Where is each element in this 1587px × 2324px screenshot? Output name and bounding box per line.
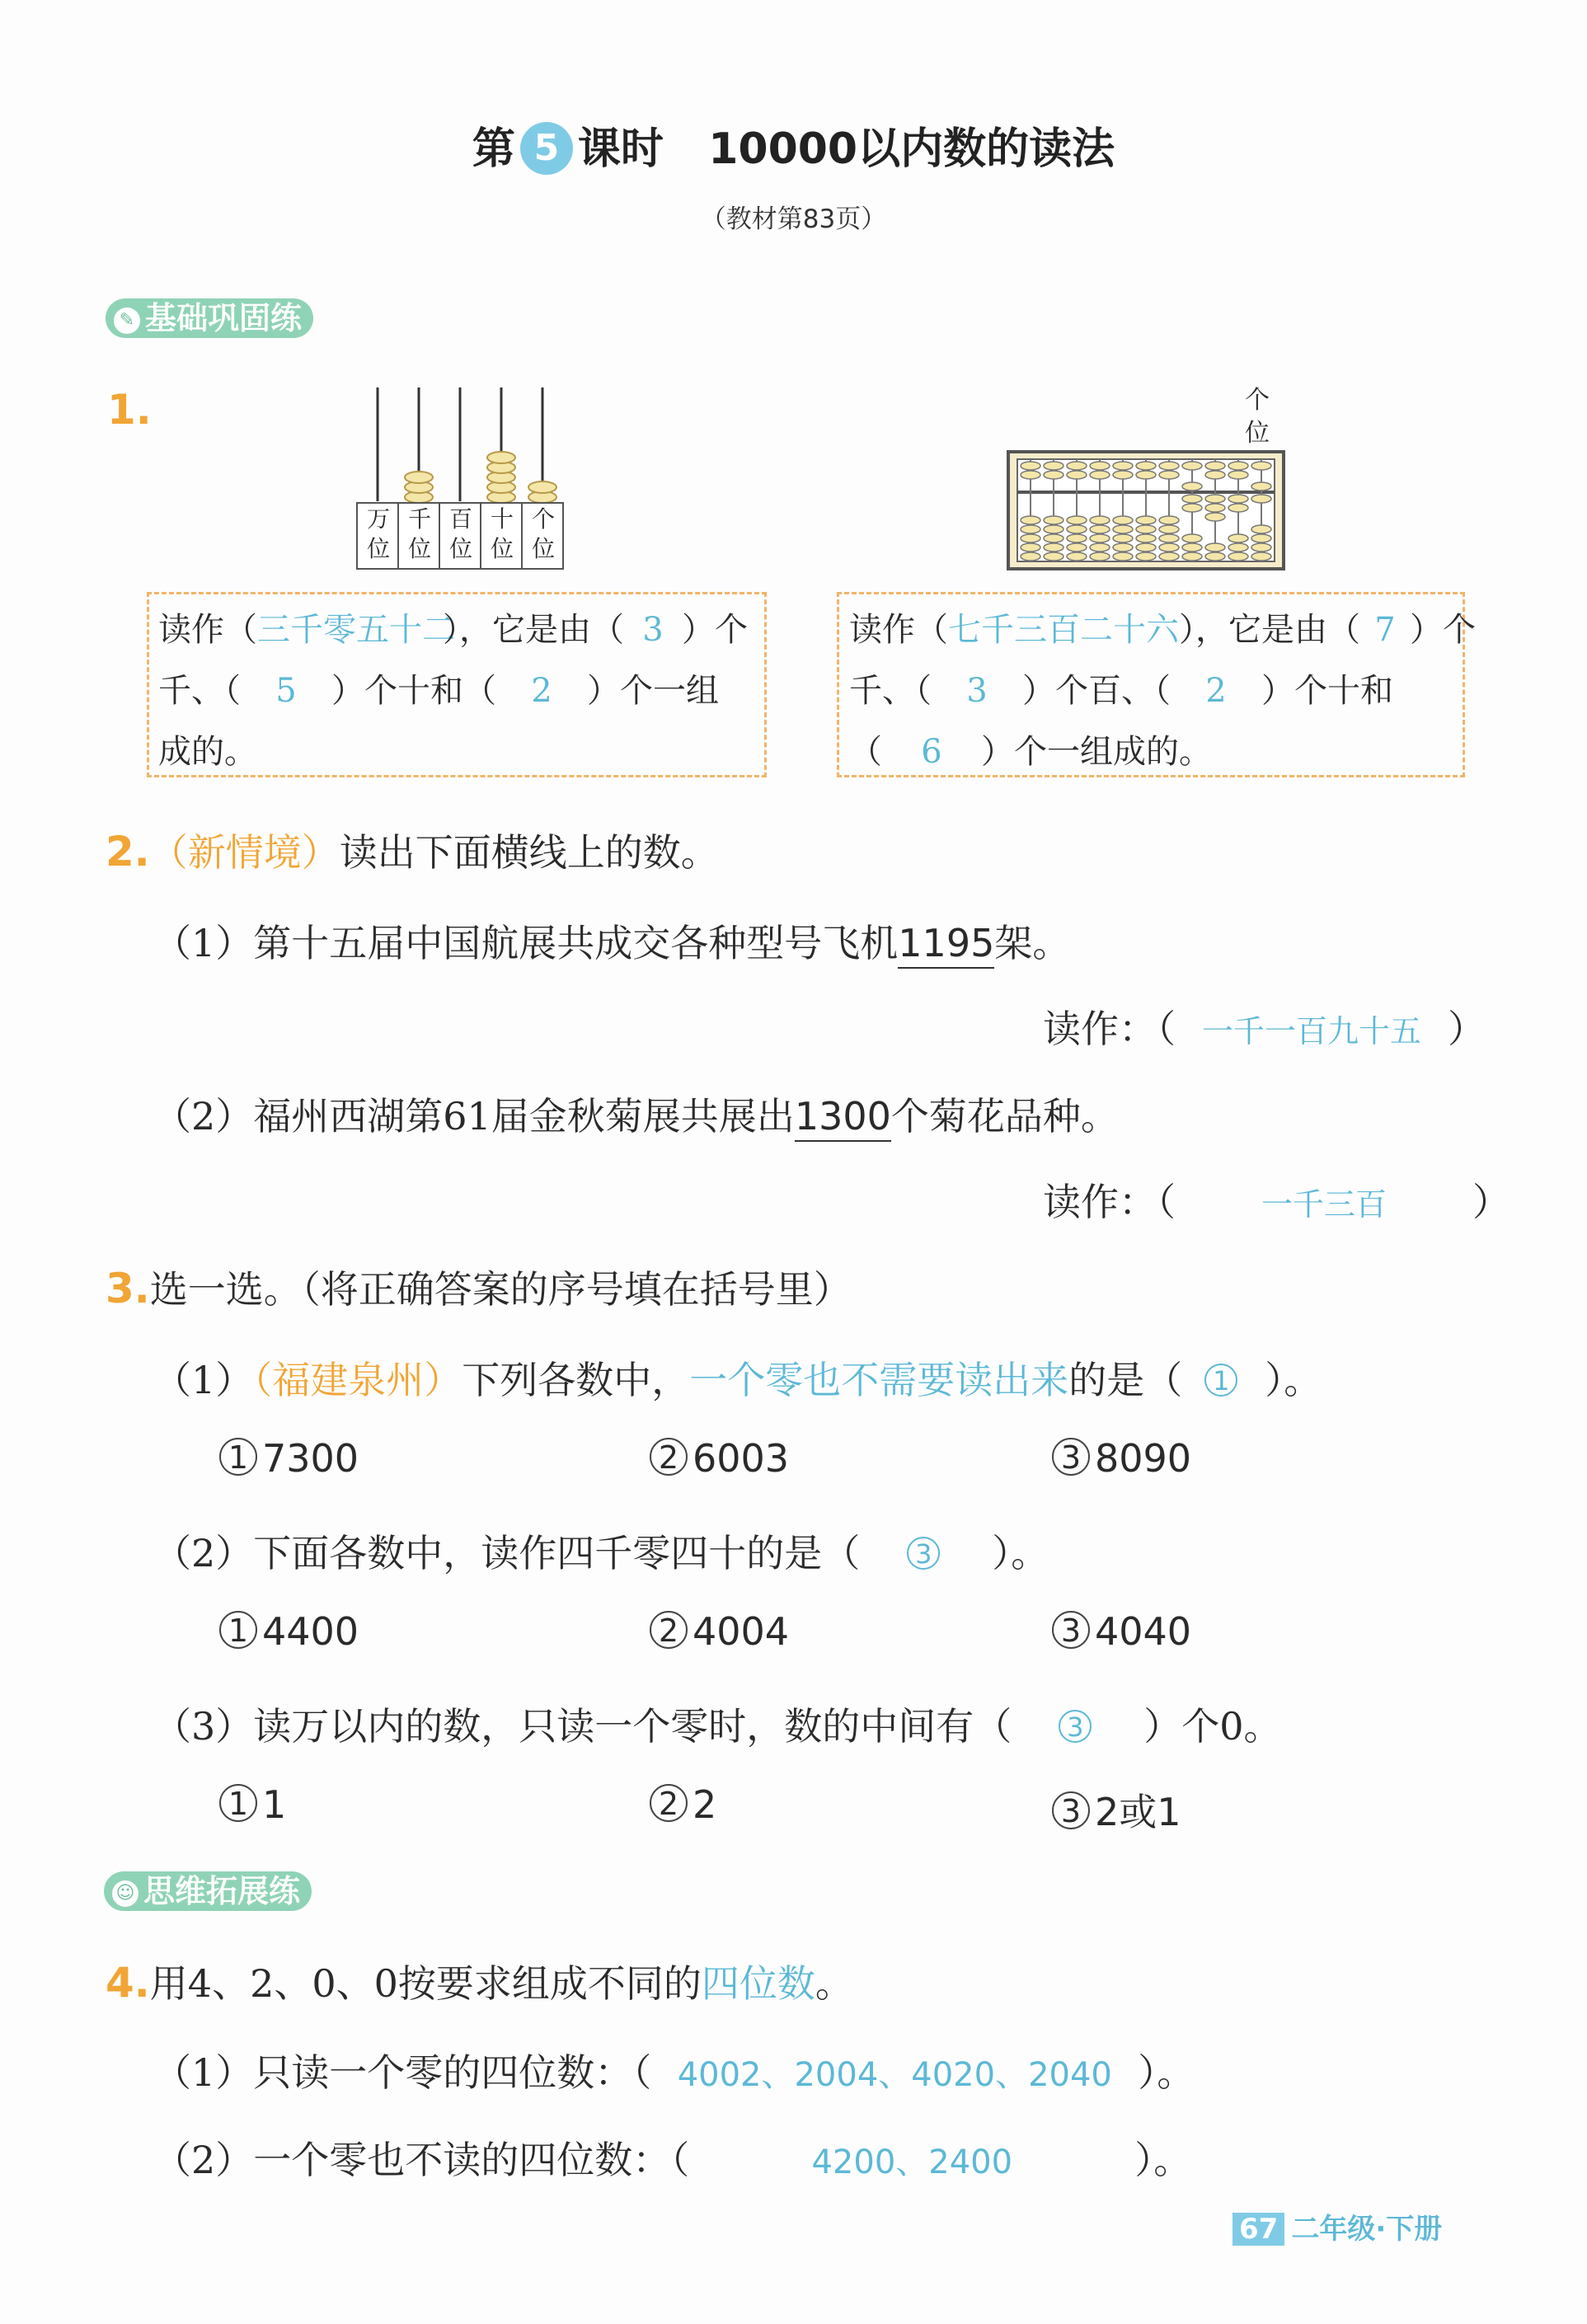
suanpan-upper-bead (1251, 482, 1271, 491)
suanpan-lower-bead (1159, 552, 1179, 561)
option-value: 1 (262, 1782, 287, 1827)
q3-sub3-option-2 (650, 1782, 716, 1827)
q3-sub1-text2: 的是（ (1068, 1358, 1183, 1402)
q2-part2-text: （2）福州西湖第61届金秋菊展共展出 (153, 1094, 795, 1139)
suanpan-place-label: 个位 (1245, 386, 1270, 448)
suanpan-lower-bead (1182, 504, 1202, 512)
suanpan-lower-bead (1182, 543, 1202, 552)
q3-sub3-text: （3）读万以内的数，只读一个零时，数的中间有（ (153, 1704, 1012, 1749)
answer-reading: 三千零五十二 (257, 611, 455, 649)
q3-sub1-option-2 (650, 1436, 789, 1481)
page-number: 67 (1233, 2213, 1284, 2246)
answer-thousands: 7 (1374, 611, 1396, 649)
suanpan-upper-bead (1182, 462, 1202, 470)
q3-sub2-option-3 (1052, 1609, 1191, 1654)
page-title (0, 114, 1587, 176)
q2-part2-suffix: 个菊花品种。 (890, 1094, 1119, 1139)
q2-part2-reading (1043, 1172, 1510, 1227)
box1-line2c: ）个一组 (587, 672, 719, 710)
suanpan-lower-bead (1113, 534, 1133, 542)
box2-line3b: ）个一组成的。 (981, 733, 1212, 771)
q2-part1 (153, 913, 1070, 968)
suanpan-lower-bead (1021, 516, 1040, 524)
q4-number: 4. (106, 1959, 150, 2007)
q4-highlight: 四位数 (701, 1961, 815, 2006)
answer-choice: 1 (1204, 1364, 1237, 1397)
section-tag-extend (104, 1871, 312, 1911)
suanpan-abacus-figure (1006, 449, 1286, 571)
q2-part1-reading (1043, 999, 1486, 1054)
suanpan-lower-bead (1228, 543, 1248, 552)
place-label-shi: 十位 (490, 505, 514, 562)
suanpan-lower-bead (1044, 552, 1063, 561)
place-label-qian: 千位 (407, 505, 431, 562)
read-prefix: 读作（ (849, 611, 948, 649)
q1-box1-line1 (158, 603, 748, 650)
box2-line2b: ）个百、（ (1022, 672, 1171, 710)
suanpan-upper-bead (1021, 462, 1040, 470)
suanpan-lower-bead (1205, 552, 1225, 561)
q1-box2-line1 (849, 603, 1476, 650)
q4-part1 (153, 2043, 1195, 2097)
q3-sub1-highlight: 一个零也不需要读出来 (689, 1358, 1069, 1402)
option-circle: 2 (650, 1611, 688, 1649)
q2-text: 读出下面横线上的数。 (339, 830, 719, 875)
q2-part1-suffix: 架。 (994, 921, 1071, 965)
suanpan-lower-bead (1113, 552, 1133, 561)
suanpan-upper-bead (1113, 462, 1133, 470)
q2-number: 2. (106, 828, 150, 876)
box2-line2a: 千、（ (849, 672, 932, 710)
q3-sub1-option-3 (1052, 1436, 1191, 1481)
option-circle: 3 (1052, 1438, 1090, 1476)
title-prefix: 第 (472, 124, 515, 174)
suanpan-lower-bead (1067, 534, 1087, 542)
suanpan-lower-bead (1090, 543, 1110, 552)
title-mid: 课时 (577, 124, 664, 174)
page-footer (1233, 2206, 1442, 2247)
suanpan-lower-bead (1044, 516, 1063, 524)
page-subtitle: （教材第83页） (700, 204, 887, 234)
q2-prompt (106, 823, 719, 877)
box1-line2b: ）个十和（ (331, 672, 496, 710)
suanpan-lower-bead (1251, 495, 1271, 503)
suanpan-lower-bead (1182, 534, 1202, 542)
q4-part1-suffix: ）。 (1138, 2050, 1195, 2095)
suanpan-upper-bead (1021, 471, 1040, 479)
pencil-icon: ✎ (114, 308, 140, 334)
q3-sub1-suffix: ）。 (1265, 1358, 1322, 1402)
suanpan-lower-bead (1090, 525, 1110, 533)
q2-tag: （新情境） (149, 830, 340, 875)
q1-number: 1. (107, 386, 152, 434)
answer-hundreds: 3 (966, 672, 988, 710)
grade-label: 二年级·下册 (1291, 2213, 1443, 2246)
title-main: 10000以内数的读法 (708, 124, 1115, 174)
lesson-number-badge: 5 (520, 122, 573, 175)
q3-sub1-text: 下列各数中， (462, 1358, 690, 1402)
suanpan-lower-bead (1159, 525, 1179, 533)
section-extend-label: 思维拓展练 (143, 1873, 301, 1909)
option-value: 4400 (262, 1609, 359, 1654)
suanpan-lower-bead (1205, 513, 1225, 521)
option-circle: 1 (219, 1611, 257, 1649)
option-value: 4004 (693, 1609, 790, 1654)
q2-part2 (153, 1087, 1119, 1141)
suanpan-lower-bead (1136, 552, 1156, 561)
suanpan-lower-bead (1021, 525, 1040, 533)
q1-box1-line3: 成的。 (158, 733, 257, 771)
suanpan-upper-bead (1228, 462, 1248, 470)
q4-text: 用4、2、0、0按要求组成不同的 (149, 1961, 702, 2006)
q3-sub3-option-3 (1052, 1782, 1181, 1837)
q3-sub2-option-1 (219, 1609, 359, 1654)
suanpan-lower-bead (1251, 534, 1271, 542)
suanpan-lower-bead (1159, 543, 1179, 552)
option-value: 6003 (693, 1436, 790, 1481)
q3-sub2-text: （2）下面各数中，读作四千零四十的是（ (153, 1531, 861, 1575)
box1-mid1: ），它是由（ (443, 611, 624, 649)
q4-prompt (106, 1954, 853, 2008)
suanpan-upper-bead (1159, 471, 1179, 479)
q4-part1-text: （1）只读一个零的四位数：（ (153, 2050, 652, 2095)
q4-suffix: 。 (815, 1961, 853, 2006)
q4-part2-suffix: ）。 (1134, 2138, 1192, 2182)
suanpan-upper-bead (1136, 462, 1156, 470)
q1-box2-line3 (849, 725, 1212, 772)
suanpan-lower-bead (1067, 552, 1087, 561)
suanpan-lower-bead (1205, 504, 1225, 512)
option-value: 2或1 (1095, 1790, 1181, 1834)
q1-box2-line2 (849, 664, 1393, 711)
box2-mid1: ），它是由（ (1179, 611, 1360, 649)
suanpan-upper-bead (1251, 462, 1271, 470)
suanpan-lower-bead (1251, 552, 1271, 561)
read-suffix: ） (1448, 1007, 1486, 1051)
suanpan-lower-bead (1113, 516, 1133, 524)
place-label-ge: 个位 (531, 505, 555, 562)
option-value: 8090 (1095, 1436, 1192, 1481)
suanpan-upper-bead (1113, 471, 1133, 479)
q3-sub1 (153, 1350, 1322, 1405)
suanpan-lower-bead (1182, 495, 1202, 503)
q3-sub2 (153, 1524, 1049, 1578)
read-suffix: ） (1472, 1180, 1510, 1224)
suanpan-upper-bead (1205, 471, 1225, 479)
answer-numbers: 4200、2400 (811, 2143, 1013, 2181)
suanpan-upper-bead (1182, 482, 1202, 491)
suanpan-lower-bead (1182, 552, 1202, 561)
q3-sub1-label: （1） (153, 1358, 254, 1402)
suanpan-lower-bead (1067, 516, 1087, 524)
read-prefix: 读作：（ (1043, 1007, 1176, 1051)
section-basic-label: 基础巩固练 (145, 300, 303, 336)
suanpan-lower-bead (1251, 525, 1271, 533)
place-label-wan: 万位 (366, 505, 390, 562)
answer-reading: 一千三百 (1261, 1186, 1387, 1223)
answer-reading: 一千一百九十五 (1201, 1013, 1421, 1049)
suanpan-lower-bead (1113, 525, 1133, 533)
q3-prompt (106, 1260, 852, 1314)
suanpan-lower-bead (1228, 495, 1248, 503)
suanpan-upper-bead (1159, 462, 1179, 470)
answer-tens: 2 (1205, 672, 1227, 710)
q3-sub2-option-2 (650, 1609, 789, 1654)
read-prefix: 读作：（ (1043, 1180, 1176, 1224)
suanpan-upper-bead (1090, 462, 1110, 470)
suanpan-lower-bead (1044, 534, 1063, 542)
option-circle: 2 (650, 1784, 688, 1822)
box2-mid2: ）个 (1410, 611, 1476, 649)
option-circle: 1 (219, 1784, 257, 1822)
suanpan-lower-bead (1228, 504, 1248, 512)
box2-line2c: ）个十和 (1261, 672, 1393, 710)
suanpan-upper-bead (1067, 471, 1087, 479)
suanpan-lower-bead (1021, 534, 1040, 542)
place-label-bai: 百位 (448, 505, 472, 562)
option-value: 4040 (1095, 1609, 1192, 1654)
suanpan-upper-bead (1205, 462, 1225, 470)
suanpan-upper-bead (1067, 462, 1087, 470)
q3-number: 3. (106, 1265, 150, 1312)
suanpan-lower-bead (1021, 552, 1040, 561)
suanpan-lower-bead (1228, 534, 1248, 542)
suanpan-lower-bead (1205, 495, 1225, 503)
suanpan-lower-bead (1044, 525, 1063, 533)
suanpan-lower-bead (1205, 543, 1225, 552)
suanpan-lower-bead (1251, 543, 1271, 552)
suanpan-lower-bead (1044, 543, 1063, 552)
suanpan-lower-bead (1136, 525, 1156, 533)
suanpan-lower-bead (1159, 516, 1179, 524)
answer-thousands: 3 (642, 611, 664, 649)
suanpan-lower-bead (1228, 552, 1248, 561)
suanpan-upper-bead (1044, 471, 1063, 479)
suanpan-lower-bead (1090, 552, 1110, 561)
q4-part2-text: （2）一个零也不读的四位数：（ (153, 2138, 690, 2182)
suanpan-upper-bead (1228, 471, 1248, 479)
option-circle: 1 (219, 1438, 257, 1476)
q3-sub2-suffix: ）。 (992, 1531, 1049, 1575)
suanpan-lower-bead (1113, 543, 1133, 552)
q3-sub1-option-1 (219, 1436, 359, 1481)
suanpan-lower-bead (1067, 543, 1087, 552)
suanpan-lower-bead (1021, 543, 1040, 552)
option-circle: 2 (650, 1438, 688, 1476)
answer-reading: 七千三百二十六 (948, 611, 1179, 649)
section-tag-basic (106, 298, 313, 338)
suanpan-lower-bead (1159, 534, 1179, 542)
q2-part2-number: 1300 (795, 1094, 891, 1142)
box1-mid2: ）个 (682, 611, 748, 649)
option-value: 7300 (262, 1436, 359, 1481)
q3-sub1-tag: （福建泉州） (253, 1358, 462, 1402)
suanpan-lower-bead (1090, 516, 1110, 524)
q2-part1-number: 1195 (898, 921, 994, 969)
answer-choice: 3 (907, 1537, 940, 1570)
q2-part1-text: （1）第十五届中国航展共成交各种型号飞机 (153, 921, 899, 965)
suanpan-lower-bead (1136, 516, 1156, 524)
q4-part2 (153, 2130, 1191, 2185)
suanpan-upper-bead (1044, 462, 1063, 470)
answer-tens: 5 (275, 672, 297, 710)
read-prefix: 读作（ (158, 611, 257, 649)
answer-choice: 3 (1059, 1710, 1092, 1743)
suanpan-lower-bead (1067, 525, 1087, 533)
q3-text: 选一选。（将正确答案的序号填在括号里） (149, 1267, 852, 1312)
option-circle: 3 (1052, 1791, 1090, 1829)
box2-line3a: （ (849, 733, 882, 771)
q1-box1-line2 (158, 664, 719, 711)
graduation-cap-icon: ☺ (112, 1880, 139, 1907)
suanpan-upper-bead (1090, 471, 1110, 479)
q3-sub3-suffix: ）个0。 (1143, 1704, 1282, 1749)
answer-ones: 2 (531, 672, 552, 710)
q3-sub3 (153, 1697, 1282, 1751)
suanpan-lower-bead (1136, 534, 1156, 542)
option-value: 2 (693, 1782, 717, 1827)
box1-line2a: 千、（ (158, 672, 241, 710)
option-circle: 3 (1052, 1611, 1090, 1649)
suanpan-lower-bead (1090, 534, 1110, 542)
answer-numbers: 4002、2004、4020、2040 (677, 2056, 1112, 2094)
suanpan-upper-bead (1136, 471, 1156, 479)
q3-sub3-option-1 (219, 1782, 286, 1827)
suanpan-lower-bead (1136, 543, 1156, 552)
answer-ones: 6 (921, 733, 942, 771)
